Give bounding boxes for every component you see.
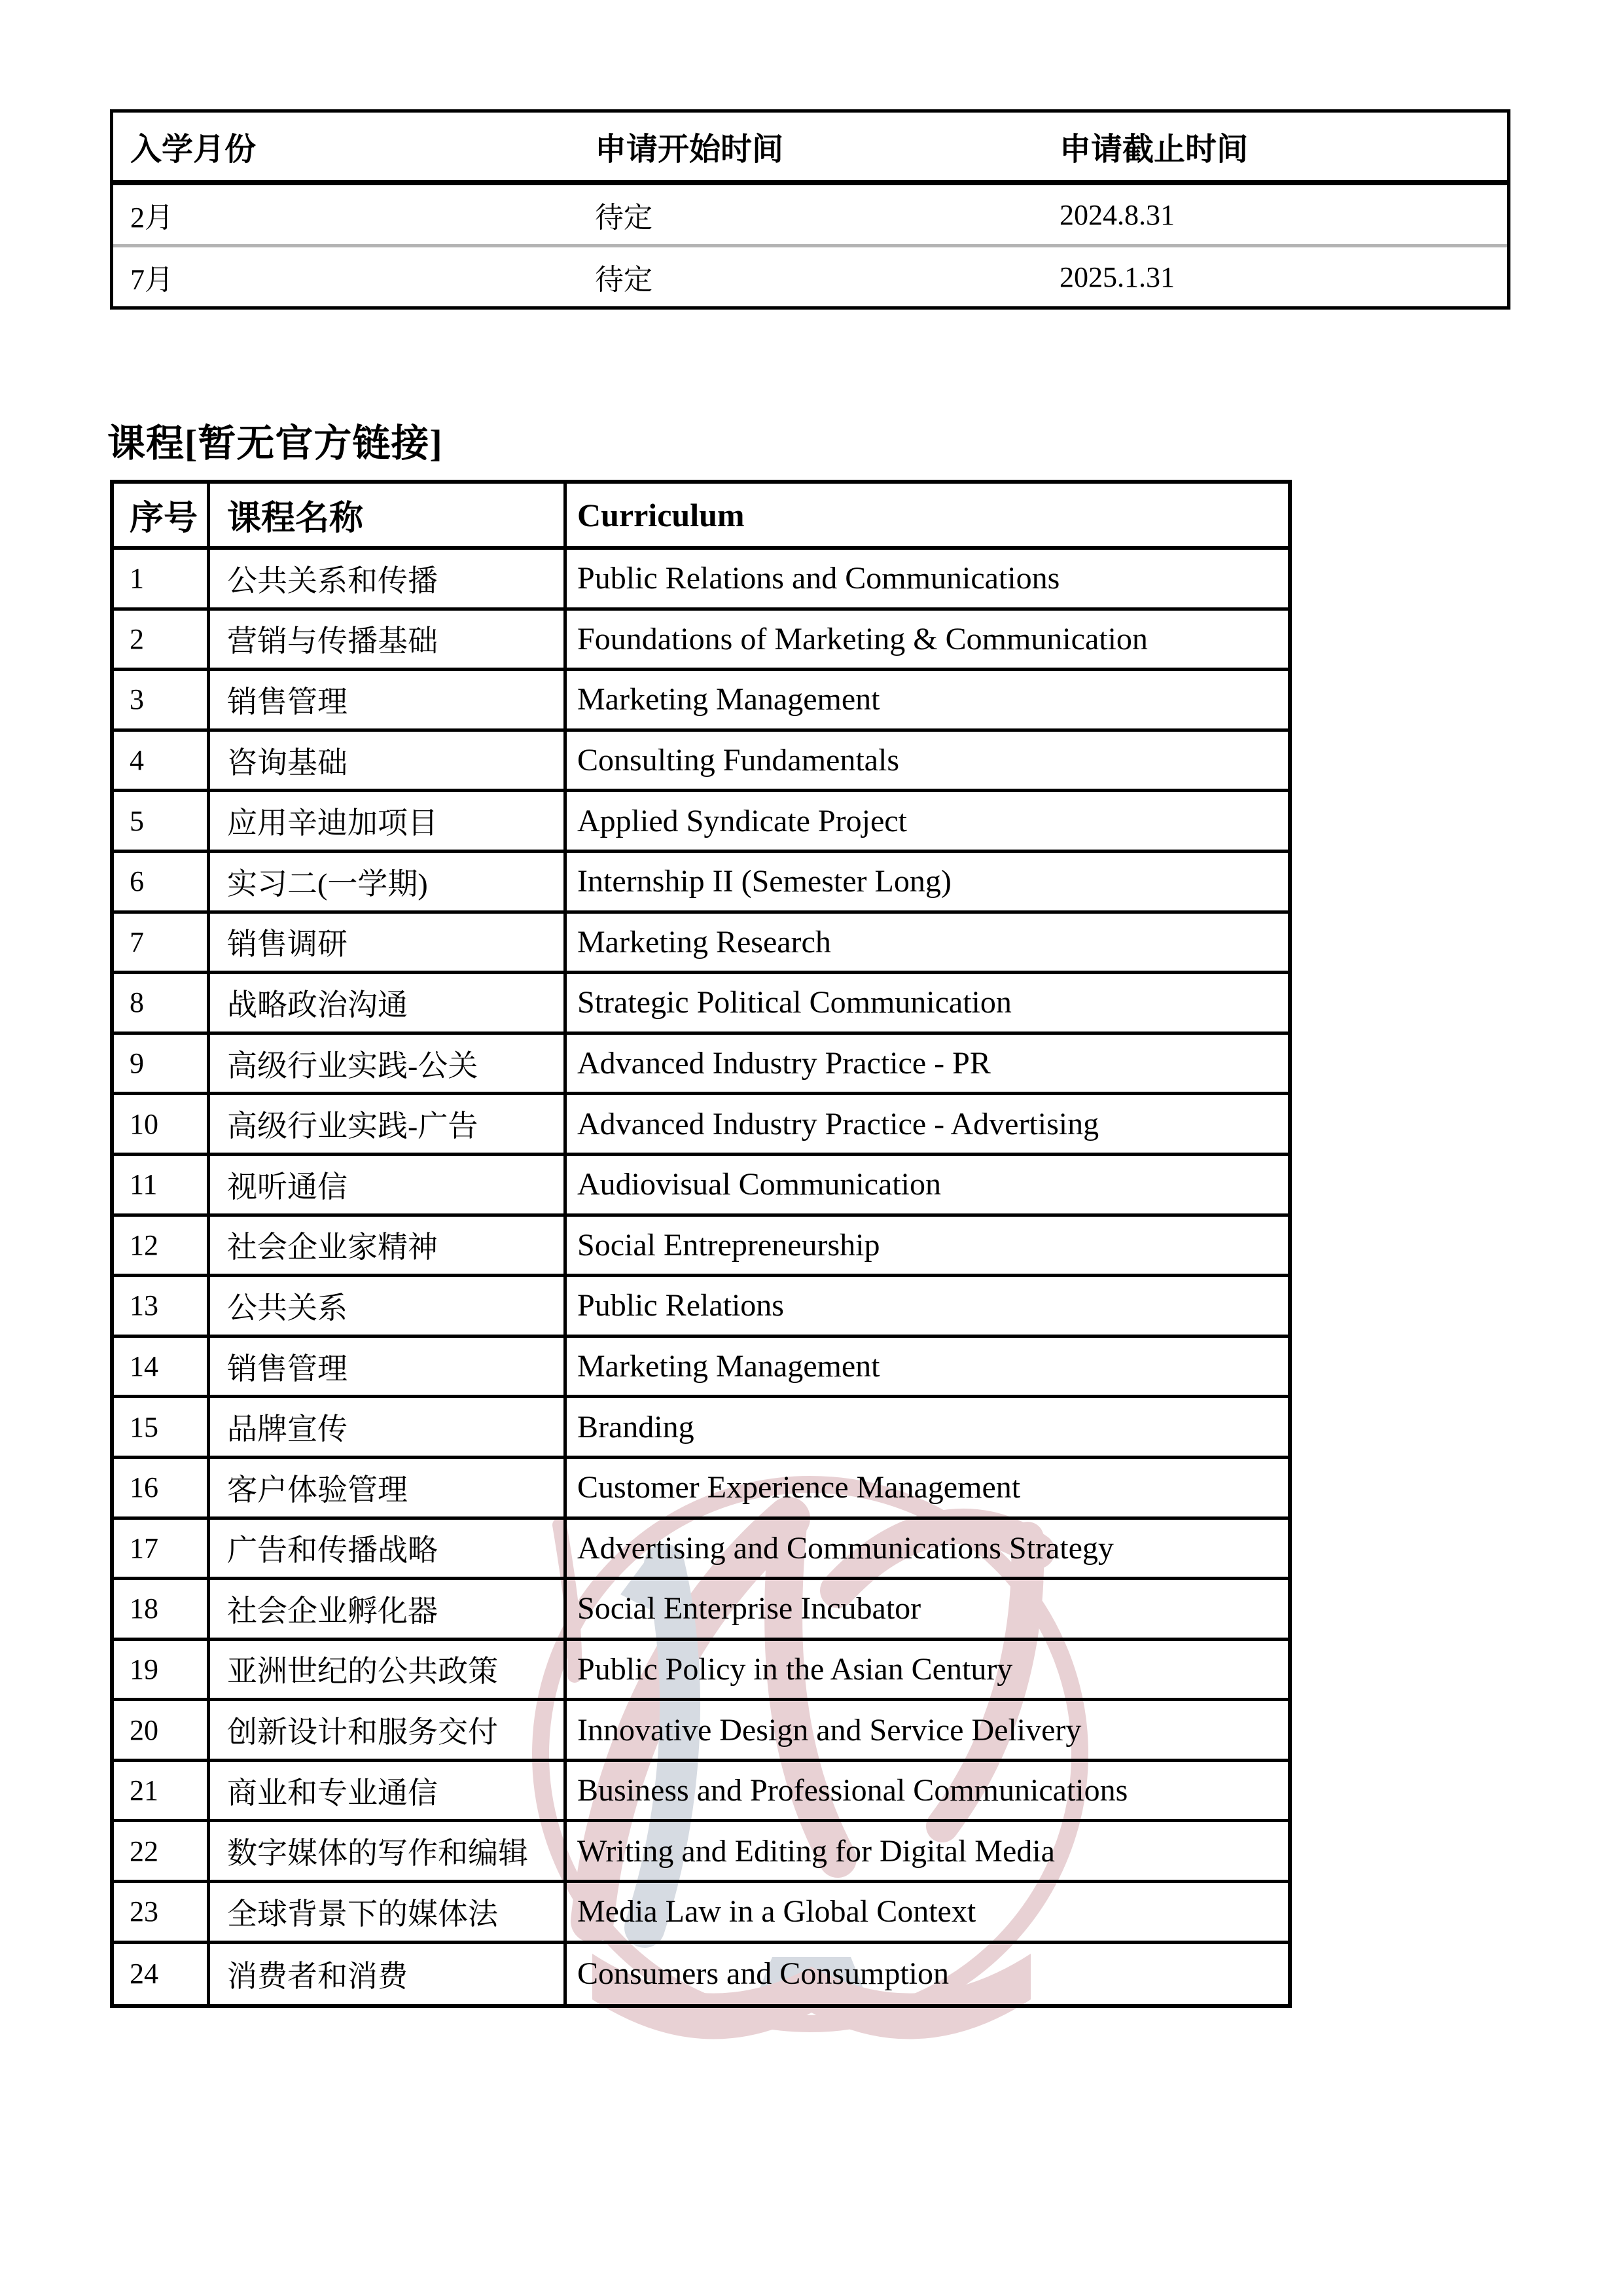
course-table-body — [114, 550, 1288, 2004]
course-cell-name-cn: 全球背景下的媒体法 — [210, 1883, 567, 1941]
table-row — [114, 792, 1288, 853]
course-table-header-row — [114, 484, 1288, 550]
course-header-curriculum: Curriculum — [577, 496, 745, 533]
course-cell-name-en: Social Enterprise Incubator — [577, 1591, 921, 1626]
course-cell-name-en: Media Law in a Global Context — [577, 1894, 976, 1929]
course-cell-name-en: Marketing Management — [577, 1349, 880, 1384]
course-cell-name-en: Advanced Industry Practice - Advertising — [577, 1106, 1099, 1141]
intake-cell-open-date: 待定 — [595, 202, 652, 234]
course-cell-no: 10 — [114, 1095, 210, 1153]
course-cell-name-cn: 亚洲世纪的公共政策 — [210, 1641, 567, 1698]
table-row — [114, 914, 1288, 975]
table-row — [114, 1520, 1288, 1581]
intake-table-header-row — [113, 113, 1507, 185]
course-cell-no: 20 — [114, 1701, 210, 1759]
table-row — [113, 185, 1507, 247]
course-cell-no: 1 — [114, 550, 210, 607]
course-cell-name-en: Applied Syndicate Project — [577, 803, 907, 838]
course-cell-name-cn: 战略政治沟通 — [210, 974, 567, 1031]
intake-header-deadline: 申请截止时间 — [1060, 132, 1249, 167]
course-cell-name-cn: 商业和专业通信 — [210, 1762, 567, 1820]
course-cell-name-en: Marketing Management — [577, 682, 880, 717]
table-row — [114, 1459, 1288, 1520]
course-cell-name-en: Foundations of Marketing & Communication — [577, 621, 1148, 656]
course-cell-name-cn: 高级行业实践-公关 — [210, 1035, 567, 1092]
table-row — [113, 247, 1507, 306]
course-cell-no: 8 — [114, 974, 210, 1031]
course-cell-name-en: Consulting Fundamentals — [577, 743, 899, 778]
course-cell-no: 16 — [114, 1459, 210, 1516]
course-cell-no: 23 — [114, 1883, 210, 1941]
table-row — [114, 1822, 1288, 1883]
course-cell-no: 4 — [114, 732, 210, 789]
course-cell-no: 14 — [114, 1338, 210, 1395]
intake-header-open-date: 申请开始时间 — [595, 132, 784, 167]
section-heading: 课程[暂无官方链接] — [107, 422, 443, 465]
course-cell-no: 15 — [114, 1398, 210, 1456]
table-row — [114, 1277, 1288, 1338]
course-cell-name-cn: 应用辛迪加项目 — [210, 792, 567, 850]
course-cell-no: 19 — [114, 1641, 210, 1698]
course-cell-no: 2 — [114, 611, 210, 668]
table-row — [114, 1217, 1288, 1278]
table-row — [114, 1398, 1288, 1459]
course-cell-name-en: Consumers and Consumption — [577, 1956, 950, 1992]
course-cell-name-en: Social Entrepreneurship — [577, 1227, 880, 1263]
course-cell-name-en: Innovative Design and Service Delivery — [577, 1712, 1082, 1748]
course-cell-name-cn: 社会企业孵化器 — [210, 1580, 567, 1638]
table-row — [114, 1944, 1288, 2005]
table-row — [114, 1580, 1288, 1641]
intake-cell-open-date: 待定 — [595, 264, 652, 296]
course-header-no: 序号 — [114, 484, 210, 546]
intake-cell-deadline: 2025.1.31 — [1060, 260, 1175, 293]
course-cell-name-en: Advertising and Communications Strategy — [577, 1530, 1114, 1566]
course-cell-name-cn: 销售调研 — [210, 914, 567, 971]
table-row — [114, 1095, 1288, 1156]
course-cell-name-en: Business and Professional Communications — [577, 1773, 1128, 1808]
course-cell-no: 12 — [114, 1217, 210, 1274]
table-row — [114, 1762, 1288, 1823]
course-cell-name-en: Public Policy in the Asian Century — [577, 1651, 1013, 1687]
table-row — [114, 671, 1288, 732]
course-cell-name-cn: 社会企业家精神 — [210, 1217, 567, 1274]
course-cell-name-cn: 高级行业实践-广告 — [210, 1095, 567, 1153]
course-cell-name-cn: 客户体验管理 — [210, 1459, 567, 1516]
course-cell-no: 17 — [114, 1520, 210, 1577]
course-cell-name-en: Public Relations — [577, 1288, 784, 1323]
course-cell-name-cn: 销售管理 — [210, 671, 567, 728]
table-row — [114, 732, 1288, 793]
course-cell-name-en: Branding — [577, 1409, 694, 1444]
course-cell-name-cn: 公共关系和传播 — [210, 550, 567, 607]
course-cell-name-cn: 消费者和消费 — [210, 1944, 567, 2005]
course-cell-name-en: Strategic Political Communication — [577, 985, 1012, 1020]
course-cell-name-cn: 咨询基础 — [210, 732, 567, 789]
course-cell-no: 6 — [114, 853, 210, 910]
course-cell-name-en: Audiovisual Communication — [577, 1167, 941, 1202]
course-cell-name-cn: 数字媒体的写作和编辑 — [210, 1822, 567, 1880]
course-cell-name-en: Writing and Editing for Digital Media — [577, 1833, 1055, 1869]
course-cell-no: 21 — [114, 1762, 210, 1820]
course-cell-no: 13 — [114, 1277, 210, 1335]
course-header-name-cn: 课程名称 — [210, 484, 567, 546]
intake-cell-month: 7月 — [130, 264, 173, 296]
course-cell-name-cn: 视听通信 — [210, 1156, 567, 1213]
table-row — [114, 1035, 1288, 1096]
course-cell-name-cn: 品牌宣传 — [210, 1398, 567, 1456]
course-cell-name-en: Advanced Industry Practice - PR — [577, 1046, 991, 1081]
intake-cell-deadline: 2024.8.31 — [1060, 198, 1175, 231]
table-row — [114, 1641, 1288, 1702]
course-table — [110, 480, 1292, 2008]
course-cell-name-cn: 公共关系 — [210, 1277, 567, 1335]
course-cell-no: 7 — [114, 914, 210, 971]
course-cell-name-cn: 营销与传播基础 — [210, 611, 567, 668]
course-cell-name-en: Customer Experience Management — [577, 1470, 1021, 1505]
course-cell-no: 9 — [114, 1035, 210, 1092]
table-row — [114, 1883, 1288, 1944]
course-cell-no: 18 — [114, 1580, 210, 1638]
table-row — [114, 1701, 1288, 1762]
course-cell-no: 24 — [114, 1944, 210, 2005]
table-row — [114, 1156, 1288, 1217]
course-cell-name-en: Internship II (Semester Long) — [577, 864, 952, 899]
table-row — [114, 853, 1288, 914]
table-row — [114, 611, 1288, 672]
intake-table-body — [113, 185, 1507, 306]
course-cell-name-cn: 实习二(一学期) — [210, 853, 567, 910]
table-row — [114, 1338, 1288, 1399]
table-row — [114, 550, 1288, 611]
intake-table — [110, 109, 1510, 310]
intake-cell-month: 2月 — [130, 202, 173, 234]
intake-header-month: 入学月份 — [130, 132, 257, 167]
course-cell-name-en: Marketing Research — [577, 924, 831, 960]
course-cell-no: 3 — [114, 671, 210, 728]
course-cell-name-cn: 销售管理 — [210, 1338, 567, 1395]
course-cell-no: 5 — [114, 792, 210, 850]
course-cell-name-cn: 广告和传播战略 — [210, 1520, 567, 1577]
table-row — [114, 974, 1288, 1035]
course-cell-no: 22 — [114, 1822, 210, 1880]
course-cell-name-cn: 创新设计和服务交付 — [210, 1701, 567, 1759]
course-cell-no: 11 — [114, 1156, 210, 1213]
course-cell-name-en: Public Relations and Communications — [577, 561, 1060, 596]
